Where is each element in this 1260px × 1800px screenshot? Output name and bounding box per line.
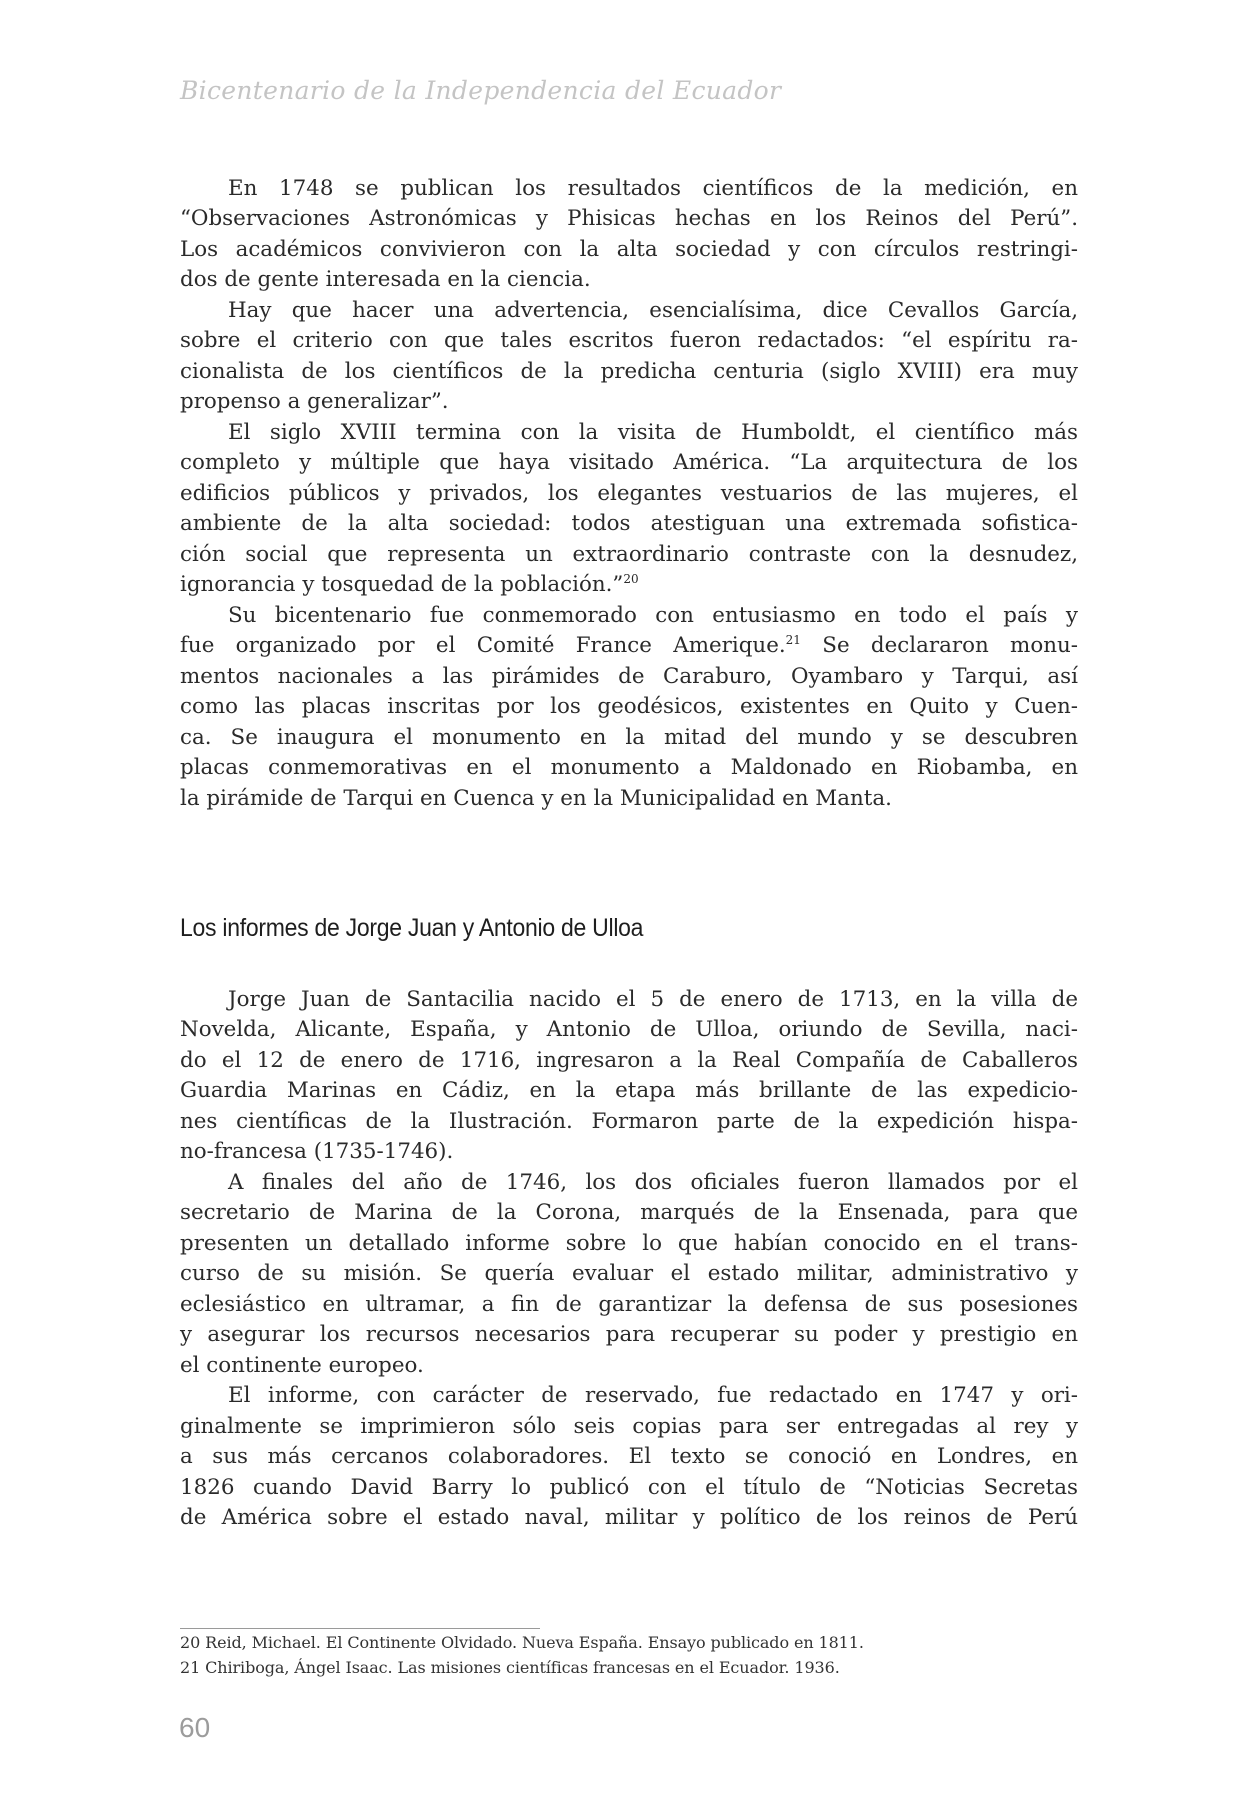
text-line: curso de su misión. Se quería evaluar el estado militar, administrativo y <box>180 1261 1078 1286</box>
text-line: ginalmente se imprimieron sólo seis copias para ser entregadas al rey y <box>180 1414 1078 1439</box>
page-number: 60 <box>179 1712 211 1743</box>
footnote-divider <box>180 1628 540 1629</box>
text-line: propenso a generalizar”. <box>180 389 449 414</box>
text-line: no-francesa (1735-1746). <box>180 1139 454 1164</box>
text-line: presenten un detallado informe sobre lo que habían conocido en el trans- <box>180 1231 1078 1256</box>
text-line: y asegurar los recursos necesarios para recuperar su poder y prestigio en <box>180 1322 1078 1347</box>
text-line: El informe, con carácter de reservado, fue redactado en 1747 y ori- <box>228 1383 1078 1408</box>
text-line: ción social que representa un extraordinario contraste con la desnudez, <box>180 542 1078 567</box>
text-line: cionalista de los científicos de la predicha centuria (siglo XVIII) era muy <box>180 359 1078 384</box>
text-line: Jorge Juan de Santacilia nacido el 5 de enero de 1713, en la villa de <box>228 987 1078 1012</box>
section-heading: Los informes de Jorge Juan y Antonio de Ulloa <box>180 914 644 942</box>
text-line: Los académicos convivieron con la alta sociedad y con círculos restringi- <box>180 237 1078 262</box>
text-line: de América sobre el estado naval, militar y político de los reinos de Perú <box>180 1505 1078 1530</box>
text-line: ca. Se inaugura el monumento en la mitad del mundo y se descubren <box>180 725 1078 750</box>
running-head: Bicentenario de la Independencia del Ecuador <box>180 76 782 105</box>
footnote-21: 21 Chiriboga, Ángel Isaac. Las misiones científicas francesas en el Ecuador. 1936. <box>180 1658 840 1677</box>
text-line: ambiente de la alta sociedad: todos atestiguan una extremada sofistica- <box>180 511 1078 536</box>
text-line: placas conmemorativas en el monumento a Maldonado en Riobamba, en <box>180 755 1078 780</box>
text-line: El siglo XVIII termina con la visita de Humboldt, el científico más <box>228 420 1078 445</box>
text-line: A finales del año de 1746, los dos oficiales fueron llamados por el <box>228 1170 1078 1195</box>
footnote-ref-20[interactable]: 20 <box>623 572 639 586</box>
text-line: a sus más cercanos colaboradores. El texto se conoció en Londres, en <box>180 1444 1078 1469</box>
text-line: la pirámide de Tarqui en Cuenca y en la Municipalidad en Manta. <box>180 786 892 811</box>
text-line: En 1748 se publican los resultados científicos de la medición, en <box>228 176 1078 201</box>
text-line-content: Se declararon monu- <box>800 633 1078 658</box>
text-line: Su bicentenario fue conmemorado con entusiasmo en todo el país y <box>228 603 1078 628</box>
footnote-20: 20 Reid, Michael. El Continente Olvidado. Nueva España. Ensayo publicado en 1811. <box>180 1633 864 1652</box>
text-line: sobre el criterio con que tales escritos fueron redactados: “el espíritu ra- <box>180 328 1078 353</box>
text-line: nes científicas de la Ilustración. Formaron parte de la expedición hispa- <box>180 1109 1078 1134</box>
text-line: 1826 cuando David Barry lo publicó con el título de “Noticias Secretas <box>180 1475 1078 1500</box>
text-line: do el 12 de enero de 1716, ingresaron a la Real Compañía de Caballeros <box>180 1048 1078 1073</box>
text-line: “Observaciones Astronómicas y Phisicas hechas en los Reinos del Perú”. <box>180 206 1078 231</box>
text-line-content: ignorancia y tosquedad de la población.” <box>180 572 624 597</box>
text-line: mentos nacionales a las pirámides de Caraburo, Oyambaro y Tarqui, así <box>180 664 1078 689</box>
text-line: eclesiástico en ultramar, a fin de garantizar la defensa de sus posesiones <box>180 1292 1078 1317</box>
text-line: edificios públicos y privados, los elegantes vestuarios de las mujeres, el <box>180 481 1078 506</box>
text-line: Guardia Marinas en Cádiz, en la etapa más brillante de las expedicio- <box>180 1078 1078 1103</box>
text-line <box>180 570 1078 600</box>
text-line: Hay que hacer una advertencia, esencialísima, dice Cevallos García, <box>228 298 1078 323</box>
text-line-content: fue organizado por el Comité France Amerique. <box>180 633 786 658</box>
footnote-ref-21[interactable]: 21 <box>785 633 801 647</box>
text-line: dos de gente interesada en la ciencia. <box>180 267 591 292</box>
text-line: el continente europeo. <box>180 1353 424 1378</box>
text-line: completo y múltiple que haya visitado América. “La arquitectura de los <box>180 450 1078 475</box>
text-line: Novelda, Alicante, España, y Antonio de Ulloa, oriundo de Sevilla, naci- <box>180 1017 1078 1042</box>
text-line <box>180 631 1078 661</box>
text-line: como las placas inscritas por los geodésicos, existentes en Quito y Cuen- <box>180 694 1078 719</box>
text-line: secretario de Marina de la Corona, marqués de la Ensenada, para que <box>180 1200 1078 1225</box>
